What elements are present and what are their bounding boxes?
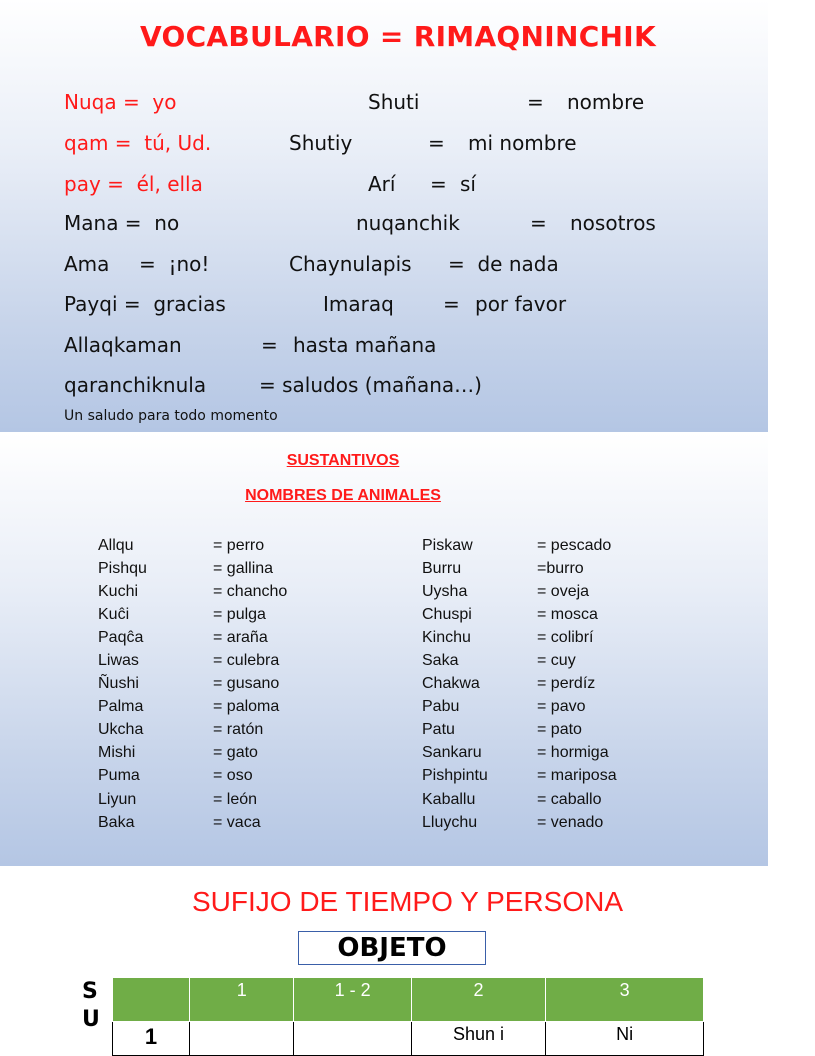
animal-meaning: = pulga (213, 606, 266, 624)
vocab-term: Arí (368, 172, 396, 196)
vocab-term: Mana = no (64, 211, 180, 235)
animal-meaning: = león (213, 790, 258, 808)
animal-word: Kinchu (422, 629, 471, 647)
vocab-meaning: mi nombre (468, 131, 577, 155)
table-header: 2 (411, 978, 546, 1022)
vocab-term: Shuti (368, 90, 420, 114)
table-header: 3 (546, 978, 704, 1022)
animal-meaning: = gallina (213, 560, 274, 578)
animal-meaning: = oveja (537, 583, 590, 601)
animals-slide (0, 433, 768, 866)
vocab-meaning: = de nada (448, 252, 559, 276)
animal-meaning: = colibrí (537, 629, 594, 647)
vocab-term: pay = él, ella (64, 172, 203, 196)
vocab-term: Payqi = gracias (64, 292, 226, 316)
vocab-equals: = (443, 292, 460, 316)
animal-word: Baka (98, 813, 135, 831)
animal-meaning: = cuy (537, 652, 576, 670)
animal-word: Mishi (98, 744, 136, 762)
table-header: 1 - 2 (294, 978, 411, 1022)
suffix-slide (0, 866, 768, 1049)
animal-word: Paqĉa (98, 629, 144, 647)
vocab-term: Ama (64, 252, 110, 276)
animal-meaning: = venado (537, 813, 604, 831)
vocab-equals: = (261, 333, 278, 357)
animal-word: Liwas (98, 652, 139, 670)
vocab-row (0, 252, 768, 282)
vocab-meaning: = ¡no! (139, 252, 210, 276)
animal-word: Burru (422, 560, 462, 578)
vocab-meaning: sí (460, 172, 476, 196)
vocab-meaning: por favor (475, 292, 567, 316)
animal-word: Saka (422, 652, 459, 670)
animal-word: Patu (422, 721, 455, 739)
table-header-row (113, 978, 704, 1022)
animal-meaning: = pescado (537, 537, 612, 554)
animal-meaning: = ratón (213, 721, 264, 739)
vocab-row (0, 333, 768, 363)
animal-word: Pabu (422, 698, 460, 716)
animal-meaning: = gato (213, 744, 258, 762)
animal-meaning: = mariposa (537, 767, 617, 785)
animal-meaning: = oso (213, 767, 253, 785)
section-subheading: NOMBRES DE ANIMALES (245, 487, 441, 504)
vocab-term: qam = tú, Ud. (64, 131, 212, 155)
vocab-term: Imaraq (323, 292, 394, 316)
table-header: 1 (189, 978, 293, 1022)
animal-word: Palma (98, 698, 144, 716)
vocab-meaning: hasta mañana (293, 333, 437, 357)
animal-word: Pishqu (98, 560, 147, 578)
vocab-equals: = (428, 131, 445, 155)
animal-word: Liyun (98, 790, 137, 808)
vocab-meaning: = saludos (mañana…) (259, 373, 482, 397)
animal-word: Chuspi (422, 606, 472, 624)
vocab-equals: = (530, 211, 547, 235)
table-header (113, 978, 190, 1022)
vocab-row (0, 211, 768, 241)
table-cell: Ni (546, 1022, 704, 1056)
animal-word: Kaballu (422, 790, 476, 808)
vocab-equals: = (527, 90, 544, 114)
animal-meaning: = gusano (213, 675, 280, 693)
side-letter: S (82, 979, 98, 1004)
vocab-term: Shutiy (289, 131, 353, 155)
footnote: Un saludo para todo momento (64, 408, 278, 424)
animal-meaning: = mosca (537, 606, 598, 624)
animal-word: Lluychu (422, 813, 478, 831)
animal-meaning: =burro (537, 560, 584, 578)
slide-title: VOCABULARIO = RIMAQNINCHIK (139, 20, 657, 53)
animal-meaning: = pato (537, 721, 582, 739)
table-cell (294, 1022, 411, 1056)
animal-meaning: = culebra (213, 652, 280, 670)
vocab-term: Chaynulapis (289, 252, 412, 276)
vocab-row (0, 172, 768, 202)
animal-word: Sankaru (422, 744, 482, 762)
vocab-term: nuqanchik (356, 211, 460, 235)
animal-word: Kuchi (98, 583, 139, 601)
vocab-row (0, 292, 768, 322)
animal-meaning: = paloma (213, 698, 280, 716)
vocab-term: Allaqkaman (64, 333, 182, 357)
table-cell: Shun i (411, 1022, 546, 1056)
side-letters (82, 978, 100, 1034)
animal-meaning: = perro (213, 537, 265, 554)
table-row (113, 1022, 704, 1056)
table-cell: 1 (113, 1022, 190, 1056)
animal-meaning: = araña (213, 629, 268, 647)
animal-word: Pishpintu (422, 767, 488, 785)
vocab-term: qaranchiknula (64, 373, 207, 397)
animal-word: Ñushi (98, 675, 139, 693)
animal-word: Uysha (422, 583, 468, 601)
animal-word: Chakwa (422, 675, 480, 693)
vocab-row (0, 131, 768, 161)
animal-meaning: = perdíz (537, 675, 596, 693)
animal-meaning: = hormiga (537, 744, 609, 762)
object-box: OBJETO (298, 931, 486, 965)
animal-word: Piskaw (422, 537, 473, 554)
vocab-meaning: nombre (567, 90, 645, 114)
vocab-term: Nuqa = yo (64, 90, 177, 114)
side-letter: U (82, 1007, 100, 1032)
section-heading: SUSTANTIVOS (286, 452, 400, 469)
animal-meaning: = chancho (213, 583, 288, 601)
vocabulary-slide (0, 0, 768, 432)
animal-word: Allqu (98, 537, 134, 554)
vocab-meaning: nosotros (570, 211, 656, 235)
animal-word: Kuĉi (98, 606, 130, 624)
vocab-row (0, 373, 768, 403)
animal-meaning: = caballo (537, 790, 602, 808)
animal-word: Puma (98, 767, 140, 785)
vocab-row (0, 90, 768, 120)
vocab-equals: = (430, 172, 447, 196)
suffix-table (112, 977, 704, 1056)
animal-meaning: = pavo (537, 698, 586, 716)
table-cell (189, 1022, 293, 1056)
animal-meaning: = vaca (213, 813, 261, 831)
slide-title: SUFIJO DE TIEMPO Y PERSONA (192, 886, 623, 917)
animal-word: Ukcha (98, 721, 144, 739)
